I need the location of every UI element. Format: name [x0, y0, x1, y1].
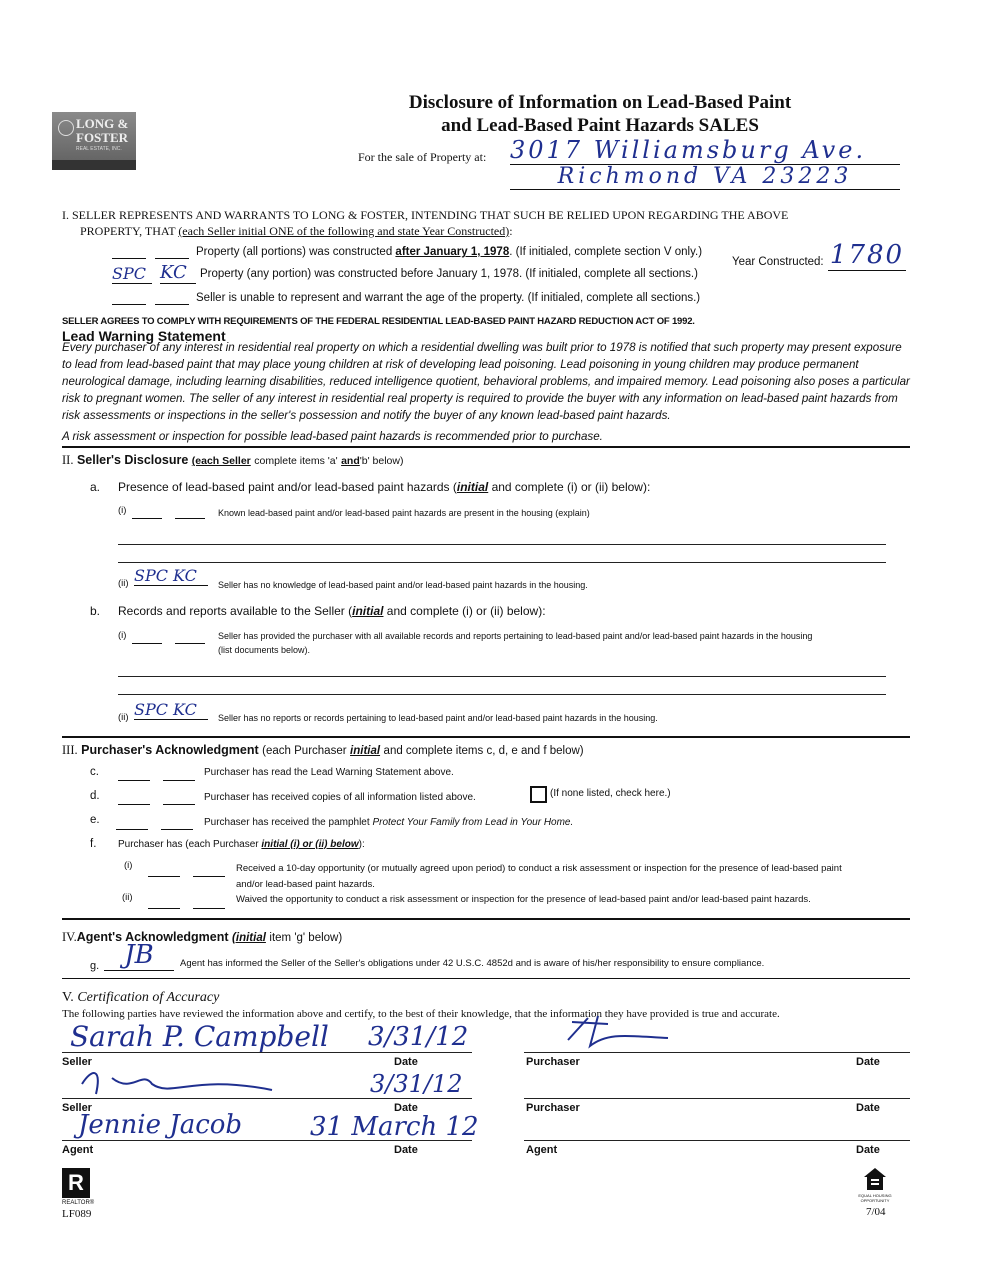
form-id: LF089 — [62, 1208, 92, 1220]
item-f-initial: initial (i) or (ii) below — [261, 839, 359, 850]
agent-signature[interactable]: Jennie Jacob — [78, 1110, 243, 1140]
item-g-text: Agent has informed the Seller of the Seller's obligations under 42 U.S.C. 4852d and is aware of his/her responsibility to ensure compliance. — [180, 958, 765, 969]
seller1-date-label: Date — [394, 1056, 418, 1068]
item-e-initials[interactable] — [116, 817, 193, 835]
section3-title: Purchaser's Acknowledgment — [81, 743, 259, 757]
agent2-date-label: Date — [856, 1144, 880, 1156]
section3-items: and complete items c, d, e and f below) — [383, 745, 584, 757]
item-b-initial: initial — [352, 604, 384, 618]
none-listed-checkbox[interactable] — [530, 786, 547, 803]
opt1-post: . (If initialed, complete section V only.) — [509, 246, 703, 258]
item-b-ii-text: Seller has no reports or records pertaining to lead-based paint and/or lead-based paint hazards in the housing. — [218, 713, 658, 723]
section4-divider — [62, 918, 910, 920]
agent1-date-label: Date — [394, 1144, 418, 1156]
agent2-line — [524, 1140, 910, 1141]
item-a-i-text: Known lead-based paint and/or lead-based paint hazards are present in the housing (explain) — [218, 508, 590, 518]
item-b-text — [118, 604, 546, 618]
section3-divider — [62, 736, 910, 738]
item-b-ii-initials[interactable]: SPC KC — [134, 700, 208, 720]
item-c-initials[interactable] — [118, 768, 195, 786]
seller2-signature[interactable] — [72, 1064, 292, 1100]
item-b-i-text-1: Seller has provided the purchaser with all available records and reports pertaining to lead-based paint and/or lead-based paint hazards in the housing — [218, 631, 813, 641]
explain-line-1 — [118, 544, 886, 545]
purchaser2-label: Purchaser — [526, 1102, 580, 1114]
item-e-label: e. — [90, 814, 100, 826]
purchaser1-scribble[interactable] — [548, 1010, 688, 1050]
section5-num: V. — [62, 990, 74, 1005]
explain-line-2 — [118, 562, 886, 563]
item-f-text — [118, 839, 365, 850]
item-f-ii-initials[interactable] — [148, 896, 225, 914]
purchaser1-label: Purchaser — [526, 1056, 580, 1068]
item-d-label: d. — [90, 790, 100, 802]
item-f-i-text-1: Received a 10-day opportunity (or mutually agreed upon period) to conduct a risk assessment or inspection for the presence of lead-based paint — [236, 863, 842, 874]
section2-num: II. — [62, 453, 74, 467]
section2-each-seller: (each Seller — [191, 455, 251, 467]
section5-title: Certification of Accuracy — [77, 990, 220, 1005]
house-icon — [862, 1166, 888, 1192]
equal-housing-icon — [862, 1166, 888, 1192]
documents-line-2 — [118, 694, 886, 695]
logo-text-3: REAL ESTATE, INC. — [76, 146, 122, 152]
long-foster-logo — [52, 112, 136, 170]
seller2-date-label: Date — [394, 1102, 418, 1114]
item-f-ii-label: (ii) — [122, 892, 133, 903]
form-title-line-1: Disclosure of Information on Lead-Based Paint — [408, 92, 792, 113]
item-a-initial: initial — [456, 480, 489, 494]
item-e-pamphlet: Protect Your Family from Lead in Your Home. — [372, 817, 574, 828]
lead-warning-title: Lead Warning Statement — [62, 328, 226, 344]
agent-date[interactable]: 31 March 12 — [310, 1112, 479, 1142]
logo-text-1: LONG & — [76, 116, 129, 131]
realtor-logo-icon: R — [62, 1168, 90, 1198]
item-g-label: g. — [90, 960, 100, 972]
item-e-pre: Purchaser has received the pamphlet — [204, 817, 370, 828]
section2-heading — [62, 453, 403, 468]
equal-housing-text: EQUAL HOUSING OPPORTUNITY — [858, 1193, 892, 1203]
section3-initial: initial — [350, 745, 381, 757]
logo-text-2: FOSTER — [76, 130, 129, 145]
section1-instruction: (each Seller initial ONE of the following and state Year Constructed) — [178, 224, 510, 238]
item-a-ii-text: Seller has no knowledge of lead-based paint and/or lead-based paint hazards in the housing. — [218, 580, 588, 590]
year-constructed-value[interactable]: 1780 — [829, 240, 905, 270]
seller1-label: Seller — [62, 1056, 92, 1068]
opt2-initial-2[interactable]: KC — [160, 262, 196, 284]
opt2-text: Property (any portion) was constructed before January 1, 1978. (If initialed, complete all sections.) — [200, 268, 698, 280]
item-a-ii-initials[interactable]: SPC KC — [134, 566, 208, 586]
compliance-agreement: SELLER AGREES TO COMPLY WITH REQUIREMENTS OF THE FEDERAL RESIDENTIAL LEAD-BASED PAINT HAZARD REDUCTION ACT OF 1992. — [62, 316, 695, 327]
agent-initials[interactable]: JB — [104, 940, 174, 971]
item-a-i-initials[interactable] — [132, 506, 205, 524]
logo-bar — [52, 160, 136, 170]
item-b-i-label: (i) — [118, 630, 127, 641]
certification-text: The following parties have reviewed the information above and certify, to the best of their knowledge, that the information they have provided is true and accurate. — [62, 1008, 780, 1020]
item-f-post: ): — [358, 839, 365, 850]
agent2-label: Agent — [526, 1144, 558, 1156]
section4-initial: (initial — [232, 932, 266, 944]
section1-heading: I. SELLER REPRESENTS AND WARRANTS TO LONG & FOSTER, INTENDING THAT SUCH BE RELIED UPON REGARDING THE ABOVE — [62, 208, 789, 222]
section3-heading — [62, 743, 584, 758]
section1-property-that: PROPERTY, THAT — [80, 224, 176, 238]
section5-divider — [62, 978, 910, 979]
opt1-text — [196, 246, 702, 258]
form-title-line-2: and Lead-Based Paint Hazards SALES — [441, 115, 759, 136]
seller2-scribble — [72, 1064, 292, 1100]
item-a-text — [118, 480, 650, 494]
section2-items-a: complete items 'a' — [254, 455, 338, 467]
item-b-label: b. — [90, 604, 101, 618]
year-constructed-label: Year Constructed: — [732, 256, 824, 268]
scribble-mark — [548, 1010, 688, 1050]
property-label: For the sale of Property at: — [358, 150, 487, 164]
opt2-initial-1[interactable]: SPC — [112, 264, 152, 284]
item-f-ii-text: Waived the opportunity to conduct a risk assessment or inspection for the presence of lead-based paint and/or lead-based paint hazards. — [236, 894, 811, 905]
risk-assessment-note: A risk assessment or inspection for possible lead-based paint hazards is recommended prior to purchase. — [62, 430, 603, 443]
opt3-initials[interactable] — [112, 292, 189, 310]
purchaser2-date-label: Date — [856, 1102, 880, 1114]
form-version: 7/04 — [866, 1206, 886, 1218]
item-a-i-label: (i) — [118, 505, 127, 516]
realtor-text: REALTOR® — [62, 1200, 95, 1206]
item-f-i-label: (i) — [124, 860, 133, 871]
item-b-i-text-2: (list documents below). — [218, 645, 311, 655]
item-c-label: c. — [90, 766, 99, 778]
section4-item-g: item 'g' below) — [269, 932, 343, 944]
none-listed-label: (If none listed, check here.) — [550, 788, 671, 799]
section5-heading — [62, 990, 219, 1006]
item-a-label: a. — [90, 480, 101, 494]
section2-items-b: 'b' below) — [359, 455, 404, 467]
seller1-date[interactable]: 3/31/12 — [368, 1022, 469, 1052]
item-a-post: and complete (i) or (ii) below): — [488, 480, 651, 494]
property-address-line-1[interactable]: 3017 Williamsburg Ave. — [510, 136, 900, 165]
opt3-text: Seller is unable to represent and warrant the age of the property. (If initialed, complete all sections.) — [196, 292, 701, 304]
item-d-initials[interactable] — [118, 792, 195, 810]
item-a-pre: Presence of lead-based paint and/or lead-based paint hazards ( — [118, 480, 457, 494]
item-b-pre: Records and reports available to the Seller ( — [118, 604, 353, 618]
purchaser2-line — [524, 1098, 910, 1099]
logo-emblem-icon — [58, 120, 74, 136]
opt1-pre: Property (all portions) was constructed — [196, 246, 393, 258]
item-e-text — [204, 817, 573, 828]
item-f-pre: Purchaser has (each Purchaser — [118, 839, 259, 850]
section2-and: and — [341, 455, 360, 467]
item-b-i-initials[interactable] — [132, 631, 205, 649]
item-d-text: Purchaser has received copies of all information listed above. — [204, 792, 476, 803]
seller2-date[interactable]: 3/31/12 — [370, 1070, 463, 1098]
opt1-after-1978: after January 1, 1978 — [395, 246, 510, 258]
item-a-ii-label: (ii) — [118, 578, 129, 589]
section2-title: Seller's Disclosure — [76, 453, 189, 467]
section2-divider — [62, 446, 910, 448]
agent1-label: Agent — [62, 1144, 94, 1156]
item-f-i-initials[interactable] — [148, 864, 225, 882]
purchaser1-date-label: Date — [856, 1056, 880, 1068]
section3-num: III. — [62, 743, 78, 757]
section4-num: IV. — [62, 930, 77, 944]
item-b-post: and complete (i) or (ii) below): — [383, 604, 546, 618]
lead-warning-body: Every purchaser of any interest in residential real property on which a residential dwelling was built prior to 1978 is notified that such property may present exposure to lead from lead-based paint that may place young children at risk of developing lead poisoning. Lead poisoning in young children may produce permanent neurological damage, including learning disabilities, reduced intelligence quotient, behavioral problems, and impaired memory. Lead poisoning also poses a particular risk to pregnant women. The seller of any interest in residential real property is required to provide the buyer with any information on lead-based paint hazards from risk assessments or inspections in the seller's possession and notify the buyer of any known lead-based paint hazards. — [62, 341, 910, 422]
section4-title: Agent's Acknowledgment — [76, 930, 229, 944]
documents-line-1 — [118, 676, 886, 677]
property-address-line-2[interactable]: Richmond VA 23223 — [510, 164, 900, 190]
item-b-ii-label: (ii) — [118, 712, 129, 723]
purchaser1-line — [524, 1052, 910, 1053]
item-f-i-text-2: and/or lead-based paint hazards. — [236, 879, 375, 890]
item-f-label: f. — [90, 838, 97, 850]
seller2-label: Seller — [62, 1102, 92, 1114]
section3-each-purchaser: (each Purchaser — [262, 745, 347, 757]
section1-heading-line2: PROPERTY, THAT (each Seller initial ONE of the following and state Year Constructed): — [80, 224, 513, 238]
seller1-signature[interactable]: Sarah P. Campbell — [70, 1020, 329, 1053]
item-c-text: Purchaser has read the Lead Warning Statement above. — [204, 767, 454, 778]
